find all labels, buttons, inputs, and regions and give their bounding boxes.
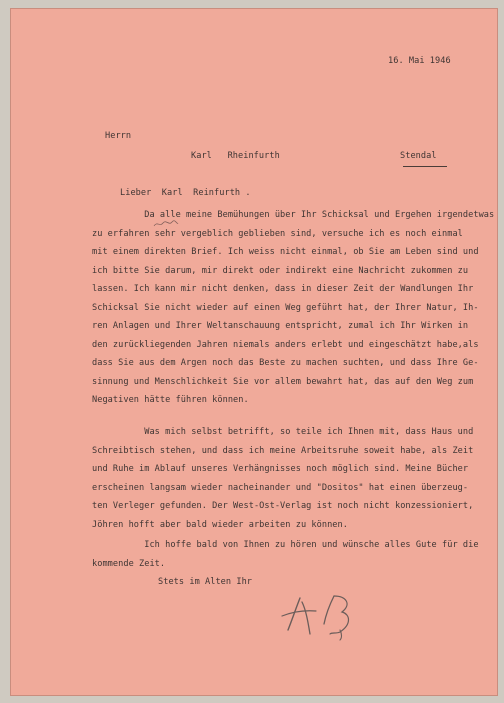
recipient-city: Stendal (400, 151, 437, 161)
paragraph-line: ich bitte Sie darum, mir direkt oder indirekt eine Nachricht zukommen zu (92, 265, 469, 276)
greeting: Lieber Karl Reinfurth . (120, 188, 251, 198)
paragraph-line: den zurückliegenden Jahren niemals anders erlebt und eingeschätzt habe,als (92, 339, 479, 350)
closing-line: Stets im Alten Ihr (158, 577, 253, 587)
paragraph-2 (92, 423, 502, 534)
paragraph-line: dass Sie aus dem Argen noch das Beste zu machen suchten, und dass Ihre Ge- (92, 358, 479, 368)
paragraph-line: Schicksal Sie nicht wieder auf einen Weg geführt hat, der Ihrer Natur, Ih- (92, 302, 479, 313)
paragraph-line: Negativen hätte führen können. (92, 395, 249, 405)
handwritten-correction-mark (153, 220, 179, 228)
paragraph-line: sinnung und Menschlichkeit Sie vor allem bewahrt hat, das auf den Weg zum (92, 376, 474, 387)
city-underline (403, 166, 447, 167)
paragraph-line: Ich hoffe bald von Ihnen zu hören und wünsche alles Gute für die (92, 540, 479, 550)
paragraph-line: und Ruhe im Ablauf unseres Verhängnisses noch möglich sind. Meine Bücher (92, 464, 469, 474)
paragraph-line: erscheinen langsam wieder nacheinander und "Dositos" hat einen überzeug- (92, 482, 469, 493)
paragraph-line: lassen. Ich kann mir nicht denken, dass in dieser Zeit der Wandlungen Ihr (92, 284, 474, 294)
recipient-name: Karl Rheinfurth (191, 151, 280, 161)
paragraph-line: ren Anlagen und Ihrer Weltanschauung entspricht, zumal ich Ihr Wirken in (92, 321, 469, 331)
letter-date: 16. Mai 1946 (388, 56, 451, 66)
paragraph-line: Schreibtisch stehen, und dass ich meine Arbeitsruhe soweit habe, als Zeit (92, 445, 474, 456)
paragraph-line: Was mich selbst betrifft, so teile ich Ihnen mit, dass Haus und (92, 427, 474, 437)
paragraph-line: kommende Zeit. (92, 558, 166, 569)
recipient-salutation: Herrn (105, 131, 132, 141)
letter-paper (10, 8, 498, 696)
paragraph-1 (92, 206, 502, 410)
paragraph-line: Jöhren hofft aber bald wieder arbeiten zu können. (92, 519, 348, 530)
paragraph-line: ten Verleger gefunden. Der West-Ost-Verlag ist noch nicht konzessioniert, (92, 501, 474, 511)
paragraph-line: zu erfahren sehr vergeblich geblieben sind, versuche ich es noch einmal (92, 228, 463, 239)
paragraph-line: mit einem direkten Brief. Ich weiss nicht einmal, ob Sie am Leben sind und (92, 247, 479, 257)
paragraph-line: Da alle meine Bemühungen über Ihr Schicksal und Ergehen irgendetwas (92, 210, 495, 220)
paragraph-3 (92, 536, 502, 573)
handwritten-signature-icon (280, 590, 360, 642)
